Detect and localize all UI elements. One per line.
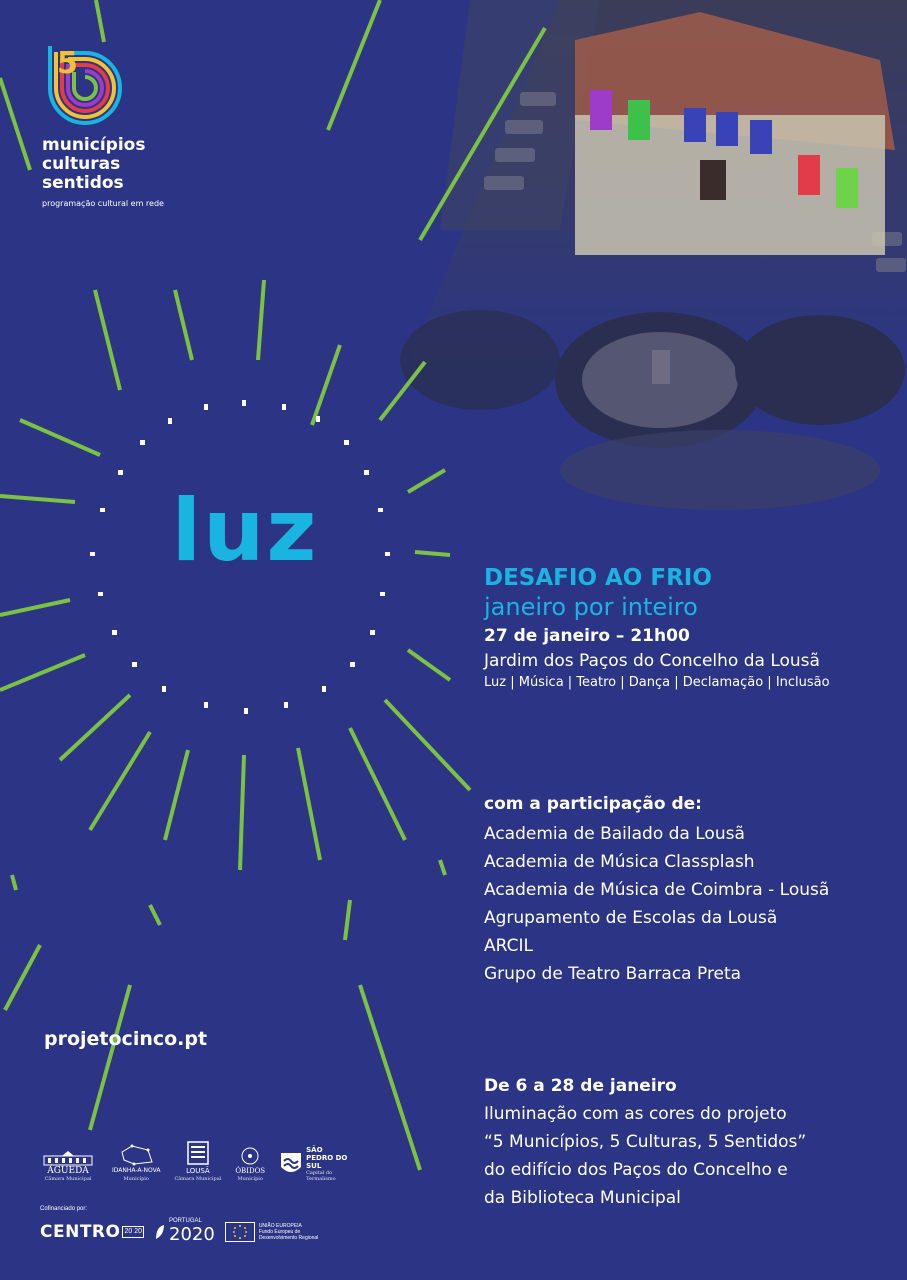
brand-tagline: programação cultural em rede (42, 199, 164, 208)
participant-item: Academia de Bailado da Lousã (484, 824, 745, 844)
five-rings-logo-icon (42, 38, 142, 128)
event-tags: Luz | Música | Teatro | Dança | Declamação | Inclusão (484, 675, 830, 690)
illumination-line: “5 Municípios, 5 Culturas, 5 Sentidos” (484, 1132, 807, 1152)
eu-fund-logo: UNIÃO EUROPEIA Fundo Europeu de Desenvolvimento Regional (225, 1222, 329, 1242)
illumination-line: do edifício dos Paços do Concelho e (484, 1160, 788, 1180)
event-title: DESAFIO AO FRIO (484, 565, 712, 591)
partner-agueda: ÁGUEDA Câmara Municipal (38, 1150, 98, 1182)
building-icon (38, 1150, 98, 1166)
centro-2020-logo: CENTRO 20 20 (40, 1221, 142, 1242)
star-map-icon (118, 1144, 154, 1166)
funders-row (40, 1218, 329, 1245)
website-link[interactable]: projetocinco.pt (44, 1028, 208, 1050)
participants-list (484, 820, 829, 988)
luz-title: luz (171, 481, 319, 581)
leaf-icon (154, 1223, 166, 1241)
partner-logos (38, 1140, 348, 1182)
participant-item: Agrupamento de Escolas da Lousã (484, 908, 778, 928)
partner-lousa: LOUSÃ Câmara Municipal (174, 1140, 221, 1182)
brand-line: culturas (42, 154, 121, 174)
shield-waves-icon (279, 1151, 303, 1177)
brand-name (42, 136, 242, 193)
event-place: Jardim dos Paços do Concelho da Lousã (484, 651, 820, 671)
brand-line: sentidos (42, 173, 124, 193)
participant-item: Academia de Música de Coimbra - Lousã (484, 880, 830, 900)
partner-obidos: ÓBIDOS Município (235, 1146, 265, 1182)
illumination-line: Iluminação com as cores do projeto (484, 1104, 787, 1124)
eu-flag-icon (225, 1222, 255, 1242)
participant-item: ARCIL (484, 936, 533, 956)
participation-title: com a participação de: (484, 794, 702, 814)
event-date: 27 de janeiro – 21h00 (484, 626, 690, 646)
brand-logo (42, 38, 242, 208)
brand-line: municípios (42, 135, 146, 155)
tower-icon (186, 1140, 210, 1166)
portugal-2020-logo: PORTUGAL 2020 (154, 1218, 215, 1245)
logo-digit: 5 (57, 46, 78, 81)
illumination-section (484, 1072, 806, 1212)
participant-item: Grupo de Teatro Barraca Preta (484, 964, 742, 984)
participant-item: Academia de Música Classplash (484, 852, 755, 872)
partner-idanha: IDANHA-A-NOVA Município (112, 1144, 160, 1182)
illumination-line: da Biblioteca Municipal (484, 1188, 681, 1208)
partner-sao-pedro-do-sul: SÃO PEDRO DO SUL Capital do Termalismo (279, 1146, 348, 1182)
event-subtitle: janeiro por inteiro (484, 593, 698, 621)
event-info (484, 564, 894, 692)
cofinanced-label: Cofinanciado por: (40, 1206, 88, 1212)
illumination-title: De 6 a 28 de janeiro (484, 1076, 677, 1096)
circle-emblem-icon (240, 1146, 260, 1166)
